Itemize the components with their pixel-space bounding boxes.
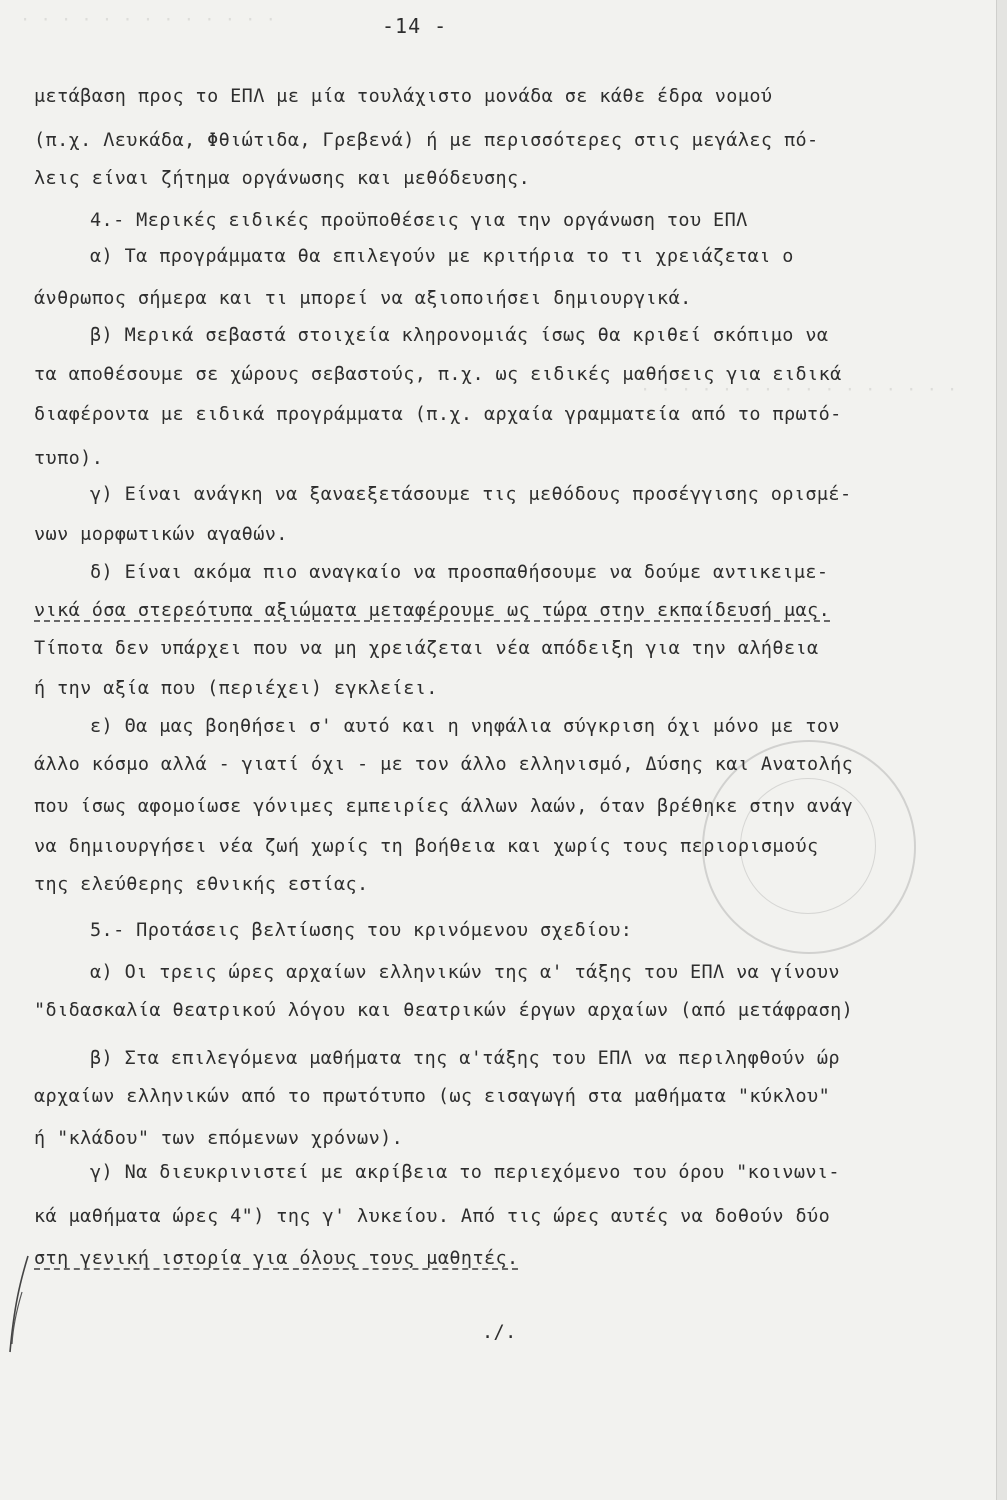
text-line: τα αποθέσουμε σε χώρους σεβαστούς, π.χ. ως ειδικές μαθήσεις για ειδικά <box>34 364 842 385</box>
text-line: διαφέροντα με ειδικά προγράμματα (π.χ. αρχαία γραμματεία από το πρωτό- <box>34 404 842 425</box>
text-line: που ίσως αφομοίωσε γόνιμες εμπειρίες άλλων λαών, όταν βρέθηκε στην ανάγ <box>34 796 854 817</box>
text-line: τυπο). <box>34 448 104 469</box>
text-line: ή "κλάδου" των επόμενων χρόνων). <box>34 1128 404 1149</box>
text-line: να δημιουργήσει νέα ζωή χωρίς τη βοήθεια και χωρίς τους περιορισμούς <box>34 836 819 857</box>
text-line: μετάβαση προς το ΕΠΛ με μία τουλάχιστο μονάδα σε κάθε έδρα νομού <box>34 86 773 107</box>
text-line: α) Οι τρεις ώρες αρχαίων ελληνικών της α' τάξης του ΕΠΛ να γίνουν <box>90 962 840 983</box>
text-line: δ) Είναι ακόμα πιο αναγκαίο να προσπαθήσουμε να δούμε αντικειμε- <box>90 562 829 583</box>
text-line: νικά όσα στερεότυπα αξιώματα μεταφέρουμε ως τώρα στην εκπαίδευσή μας. <box>34 600 831 621</box>
bleed-through-text: · · · · · · · · · · · · · · · · <box>640 380 958 400</box>
text-line: "διδασκαλία θεατρικού λόγου και θεατρικών έργων αρχαίων (από μετάφραση) <box>34 1000 854 1021</box>
text-line: α) Τα προγράμματα θα επιλεγούν με κριτήρια το τι χρειάζεται ο <box>90 246 794 267</box>
text-line: ε) Θα μας βοηθήσει σ' αυτό και η νηφάλια σύγκριση όχι μόνο με τον <box>90 716 840 737</box>
page-number: -14 - <box>382 14 448 38</box>
section-heading: 5.- Προτάσεις βελτίωσης του κρινόμενου σχεδίου: <box>90 920 633 941</box>
text-line: β) Στα επιλεγόμενα μαθήματα της α'τάξης του ΕΠΛ να περιληφθούν ώρ <box>90 1048 840 1069</box>
text-line: της ελεύθερης εθνικής εστίας. <box>34 874 369 895</box>
pen-margin-mark <box>4 1252 34 1362</box>
text-line: γ) Είναι ανάγκη να ξαναεξετάσουμε τις μεθόδους προσέγγισης ορισμέ- <box>90 484 852 505</box>
bleed-through-text: · · · · · · · · · · · · · <box>20 10 276 30</box>
page-edge <box>996 0 1007 1500</box>
text-line: ή την αξία που (περιέχει) εγκλείει. <box>34 678 438 699</box>
text-line: (π.χ. Λευκάδα, Φθιώτιδα, Γρεβενά) ή με περισσότερες στις μεγάλες πό- <box>34 130 819 151</box>
text-line: άνθρωπος σήμερα και τι μπορεί να αξιοποιήσει δημιουργικά. <box>34 288 692 309</box>
text-line: αρχαίων ελληνικών από το πρωτότυπο (ως εισαγωγή στα μαθήματα "κύκλου" <box>34 1086 831 1107</box>
text-line: στη γενική ιστορία για όλους τους μαθητές. <box>34 1248 519 1269</box>
text-line: κά μαθήματα ώρες 4") της γ' λυκείου. Από τις ώρες αυτές να δοθούν δύο <box>34 1206 831 1227</box>
section-heading: 4.- Μερικές ειδικές προϋποθέσεις για την οργάνωση του ΕΠΛ <box>90 210 748 231</box>
text-line: γ) Να διευκρινιστεί με ακρίβεια το περιεχόμενο του όρου "κοινωνι- <box>90 1162 840 1183</box>
text-line: νων μορφωτικών αγαθών. <box>34 524 288 545</box>
continuation-mark: ./. <box>482 1322 517 1343</box>
text-line: λεις είναι ζήτημα οργάνωσης και μεθόδευσης. <box>34 168 531 189</box>
text-line: άλλο κόσμο αλλά - γιατί όχι - με τον άλλο ελληνισμό, Δύσης και Ανατολής <box>34 754 854 775</box>
text-line: Τίποτα δεν υπάρχει που να μη χρειάζεται νέα απόδειξη για την αλήθεια <box>34 638 819 659</box>
text-line: β) Μερικά σεβαστά στοιχεία κληρονομιάς ίσως θα κριθεί σκόπιμο να <box>90 325 829 346</box>
